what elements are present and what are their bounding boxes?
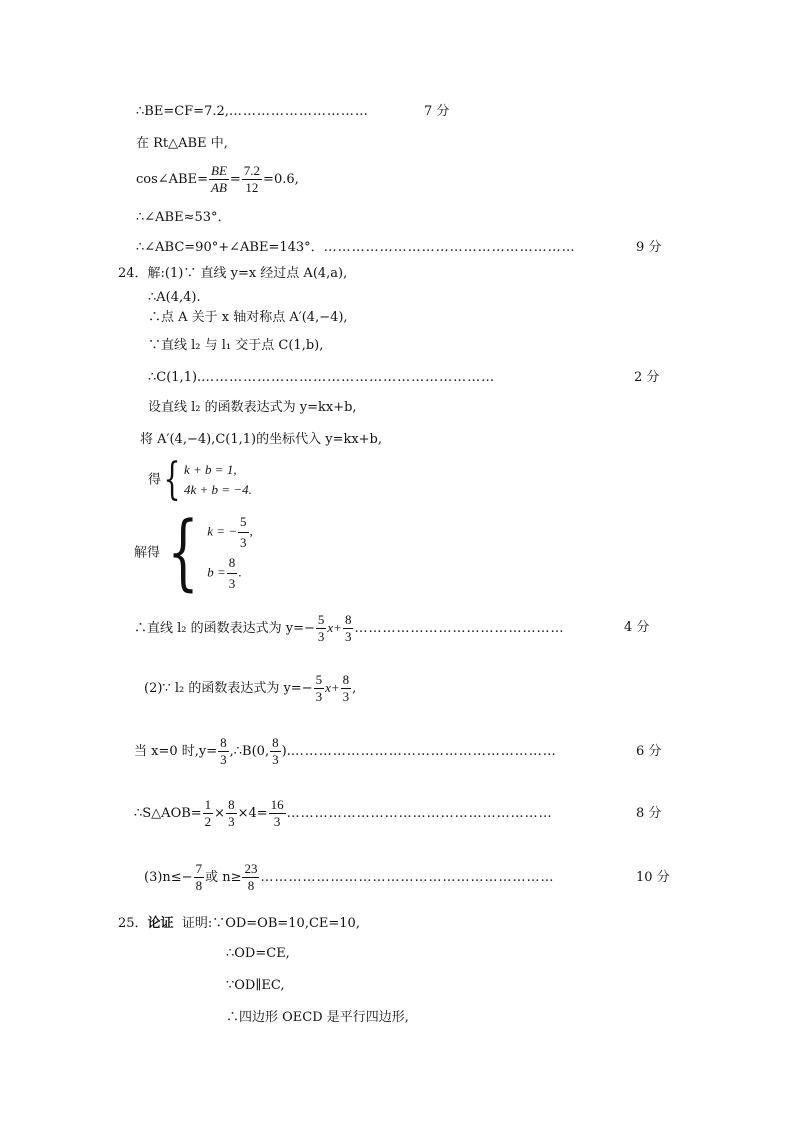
score-4: 4 分 [624, 620, 650, 635]
line-text: ∴C(1,1). [148, 370, 202, 385]
proof-start: 证明:∵OD=OB=10,CE=10, [181, 916, 360, 931]
fraction [203, 797, 214, 830]
score-2: 2 分 [634, 370, 660, 385]
fraction-num: 8 [228, 797, 235, 812]
fraction-num: 7.2 [243, 163, 261, 178]
fraction-num: 5 [238, 512, 249, 533]
fraction-den: AB [211, 180, 227, 195]
leader-dots: ………………………… [228, 104, 369, 119]
equation-line: 4k + b = −4. [184, 482, 252, 497]
fraction-8-3 [227, 553, 238, 594]
fraction-den: 8 [247, 878, 255, 893]
fraction-den: 3 [315, 689, 323, 704]
fraction-num: 1 [204, 797, 212, 812]
equation-line: k + b = 1, [184, 462, 237, 477]
q25-b3: ∴四边形 OECD 是平行四边形, [226, 1010, 409, 1025]
q24-heading: 24．解:(1)∵ 直线 y=x 经过点 A(4,a), [118, 266, 348, 281]
line-text: (2)∵ l₂ 的函数表达式为 y=− [144, 681, 313, 696]
solution-b [207, 553, 253, 594]
fraction-num: 8 [272, 735, 279, 750]
q24-a5: 设直线 l₂ 的函数表达式为 y=kx+b, [148, 400, 357, 415]
fraction-num: 5 [315, 672, 323, 687]
line-end: , [352, 681, 357, 696]
leader-dots: ………………………………………………… [290, 744, 557, 759]
k-end: , [249, 523, 253, 539]
system-lines [184, 460, 252, 500]
q24-a3: ∵直线 l₂ 与 l₁ 交于点 C(1,b), [148, 338, 324, 353]
question-tag: 论证 [147, 916, 174, 931]
fraction [270, 735, 281, 768]
system-equations-1 [148, 454, 252, 505]
q25-b1: ∴OD=CE, [226, 946, 290, 961]
fraction [314, 672, 325, 705]
fraction [242, 861, 259, 894]
line-mid: 或 n≥ [205, 870, 242, 885]
left-brace-icon: { [163, 454, 181, 505]
x-term: x+ [325, 680, 340, 695]
system-prefix: 解得 [134, 545, 161, 561]
score-6: 6 分 [636, 744, 662, 759]
leader-dots: ……………………………………………………… [260, 870, 555, 885]
cos-result: =0.6, [263, 172, 299, 187]
left-brace-icon: { [167, 505, 199, 600]
question-number: 25． [118, 916, 148, 931]
fraction-den: 3 [344, 629, 352, 644]
fraction-num: 8 [220, 735, 227, 750]
leader-dots: ………………………………………………… [286, 806, 553, 821]
fraction [269, 797, 286, 830]
fraction [341, 672, 352, 705]
leader-dots: ……………………………………… [354, 621, 565, 636]
score-7: 7 分 [424, 104, 450, 119]
q24-a2: ∴点 A 关于 x 轴对称点 A′(4,−4), [148, 310, 348, 325]
fraction-num: BE [211, 163, 227, 178]
q25-b2: ∵OD∥EC, [226, 978, 285, 993]
line-mid: ,∴B(0, [229, 744, 270, 759]
fraction-num: 5 [317, 612, 325, 627]
score-8: 8 分 [636, 806, 662, 821]
q24-a4 [148, 368, 495, 388]
fraction [226, 797, 237, 830]
fraction-den: 2 [204, 814, 212, 829]
fraction-be-ab [209, 163, 229, 196]
line-text: ∴BE=CF=7.2, [136, 104, 229, 119]
k-label: k = − [207, 523, 238, 539]
fraction-num: 8 [342, 672, 350, 687]
line-rt-abe: 在 Rt△ABE 中, [136, 136, 228, 151]
q24-a6: 将 A′(4,−4),C(1,1)的坐标代入 y=kx+b, [140, 432, 383, 447]
part2-point-b [134, 732, 557, 772]
result-l2-expression [134, 608, 564, 649]
line-abe-approx: ∴∠ABE≈53°． [136, 210, 231, 225]
fraction-num: 23 [244, 861, 258, 876]
fraction-den: 3 [342, 689, 350, 704]
q24-a1: ∴A(4,4). [148, 290, 201, 305]
fraction-den: 3 [317, 629, 325, 644]
line-text: ∴直线 l₂ 的函数表达式为 y=− [134, 621, 315, 636]
leader-dots: ……………………………………………………… [201, 370, 496, 385]
fraction-5-3 [238, 512, 249, 553]
equals-sign: = [229, 172, 241, 187]
fraction-den: 12 [245, 180, 259, 195]
part2-expression [144, 668, 356, 709]
system-solution [134, 505, 253, 600]
fraction-den: 3 [273, 814, 281, 829]
fraction-num: 7 [195, 861, 203, 876]
times-sign: × [214, 806, 226, 821]
part3-range [144, 858, 554, 898]
fraction [194, 861, 205, 894]
solution-k [207, 512, 253, 553]
q25-heading [118, 914, 360, 934]
x-term: x+ [327, 620, 342, 635]
line-text: (3)n≤− [144, 870, 193, 885]
line-cos-abe [136, 160, 299, 200]
score-9: 9 分 [636, 240, 662, 255]
fraction-den: 3 [272, 752, 279, 767]
line-end: ). [281, 744, 291, 759]
fraction-den: 3 [228, 814, 235, 829]
fraction-num: 8 [227, 553, 238, 574]
system-lines [207, 512, 253, 594]
line-abc [136, 238, 576, 258]
fraction-num: 8 [344, 612, 352, 627]
line-be-cf [136, 102, 369, 122]
line-text: ∴∠ABC=90°+∠ABE=143°． [136, 240, 324, 255]
cos-prefix: cos∠ABE= [136, 172, 208, 187]
line-text: 当 x=0 时,y= [134, 744, 218, 759]
fraction-72-12 [242, 163, 262, 196]
part2-area [134, 794, 553, 834]
fraction-den: 3 [228, 576, 236, 591]
fraction-den: 3 [220, 752, 227, 767]
fraction [218, 735, 229, 768]
b-label: b = [207, 564, 226, 580]
b-end: . [238, 564, 242, 580]
system-prefix: 得 [148, 472, 162, 488]
line-text: ∴S△AOB= [134, 806, 202, 821]
fraction [316, 612, 327, 645]
leader-dots: ……………………………………………… [323, 240, 576, 255]
fraction-num: 16 [270, 797, 284, 812]
fraction-den: 8 [195, 878, 203, 893]
fraction [343, 612, 354, 645]
score-10: 10 分 [636, 870, 670, 885]
fraction-den: 3 [240, 535, 247, 550]
times-four: ×4= [237, 806, 268, 821]
